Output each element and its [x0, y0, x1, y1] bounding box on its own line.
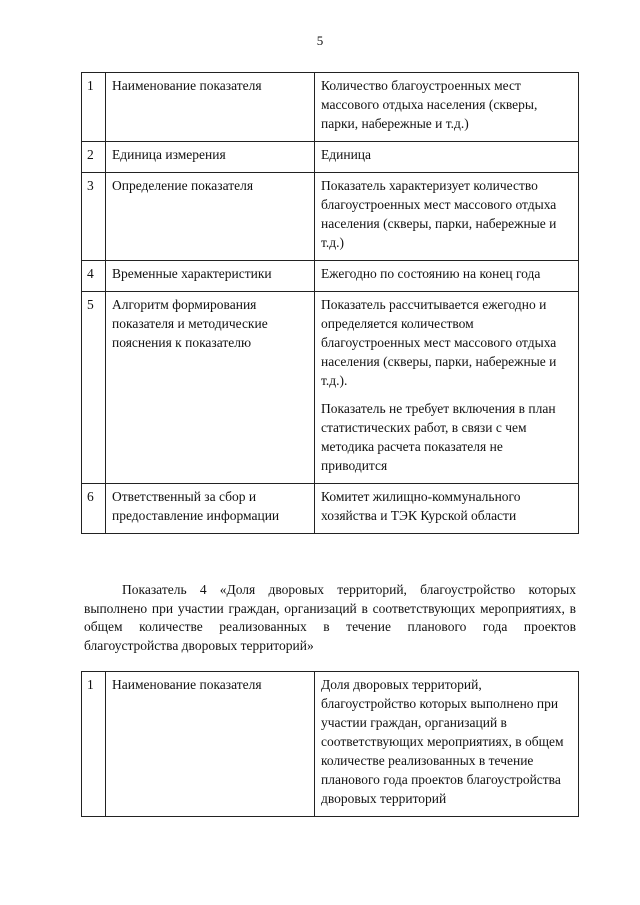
row-value-text: Ежегодно по состоянию на конец года — [321, 266, 541, 281]
page-number: 5 — [316, 33, 324, 48]
table-row — [82, 142, 579, 173]
row-number: 3 — [82, 173, 106, 261]
table-row — [82, 672, 579, 817]
row-number: 5 — [82, 292, 106, 484]
row-value-text: Доля дворовых территорий, благоустройство которых выполнено при участии граждан, организаций в соответствующих мероприятиях, в общем количестве реализованных в течение планового года проектов благоустройства дворовых территорий — [321, 677, 564, 806]
row-value-text: Показатель рассчитывается ежегодно и определяется количеством благоустроенных мест массового отдыха населения (скверы, парки, набережные и т.д.). — [321, 297, 557, 388]
table-row — [82, 173, 579, 261]
row-label: Наименование показателя — [106, 73, 315, 142]
table-row — [82, 292, 579, 484]
row-value — [315, 484, 579, 534]
row-value — [315, 672, 579, 817]
row-number: 1 — [82, 672, 106, 817]
row-value-note: Показатель не требует включения в план статистических работ, в связи с чем методика расчета показателя не приводится — [321, 401, 556, 473]
row-number: 2 — [82, 142, 106, 173]
row-number: 1 — [82, 73, 106, 142]
row-value-text: Количество благоустроенных мест массового отдыха населения (скверы, парки, набережные и т.д.) — [321, 78, 538, 131]
row-value-text: Показатель характеризует количество благоустроенных мест массового отдыха населения (скверы, парки, набережные и т.д.) — [321, 178, 557, 250]
row-value-text: Комитет жилищно-коммунального хозяйства и ТЭК Курской области — [321, 489, 521, 523]
row-label: Наименование показателя — [106, 672, 315, 817]
row-number: 4 — [82, 261, 106, 292]
row-value — [315, 261, 579, 292]
table-row — [82, 261, 579, 292]
table-row — [82, 73, 579, 142]
table-row — [82, 484, 579, 534]
row-label: Алгоритм формирования показателя и методические пояснения к показателю — [106, 292, 315, 484]
row-label: Определение показателя — [106, 173, 315, 261]
row-number: 6 — [82, 484, 106, 534]
row-label: Временные характеристики — [106, 261, 315, 292]
row-label: Ответственный за сбор и предоставление информации — [106, 484, 315, 534]
row-value — [315, 73, 579, 142]
row-value — [315, 173, 579, 261]
indicator-3-table — [81, 72, 579, 534]
row-value-text: Единица — [321, 147, 372, 162]
row-value — [315, 142, 579, 173]
indicator-4-table — [81, 671, 579, 817]
indicator-4-heading: Показатель 4 «Доля дворовых территорий, благоустройство которых выполнено при участии граждан, организаций в соответствующих мероприятиях, в общем количестве реализованных в течение планового года проектов благоустройства дворовых территорий» — [84, 582, 576, 653]
row-value — [315, 292, 579, 484]
row-label: Единица измерения — [106, 142, 315, 173]
